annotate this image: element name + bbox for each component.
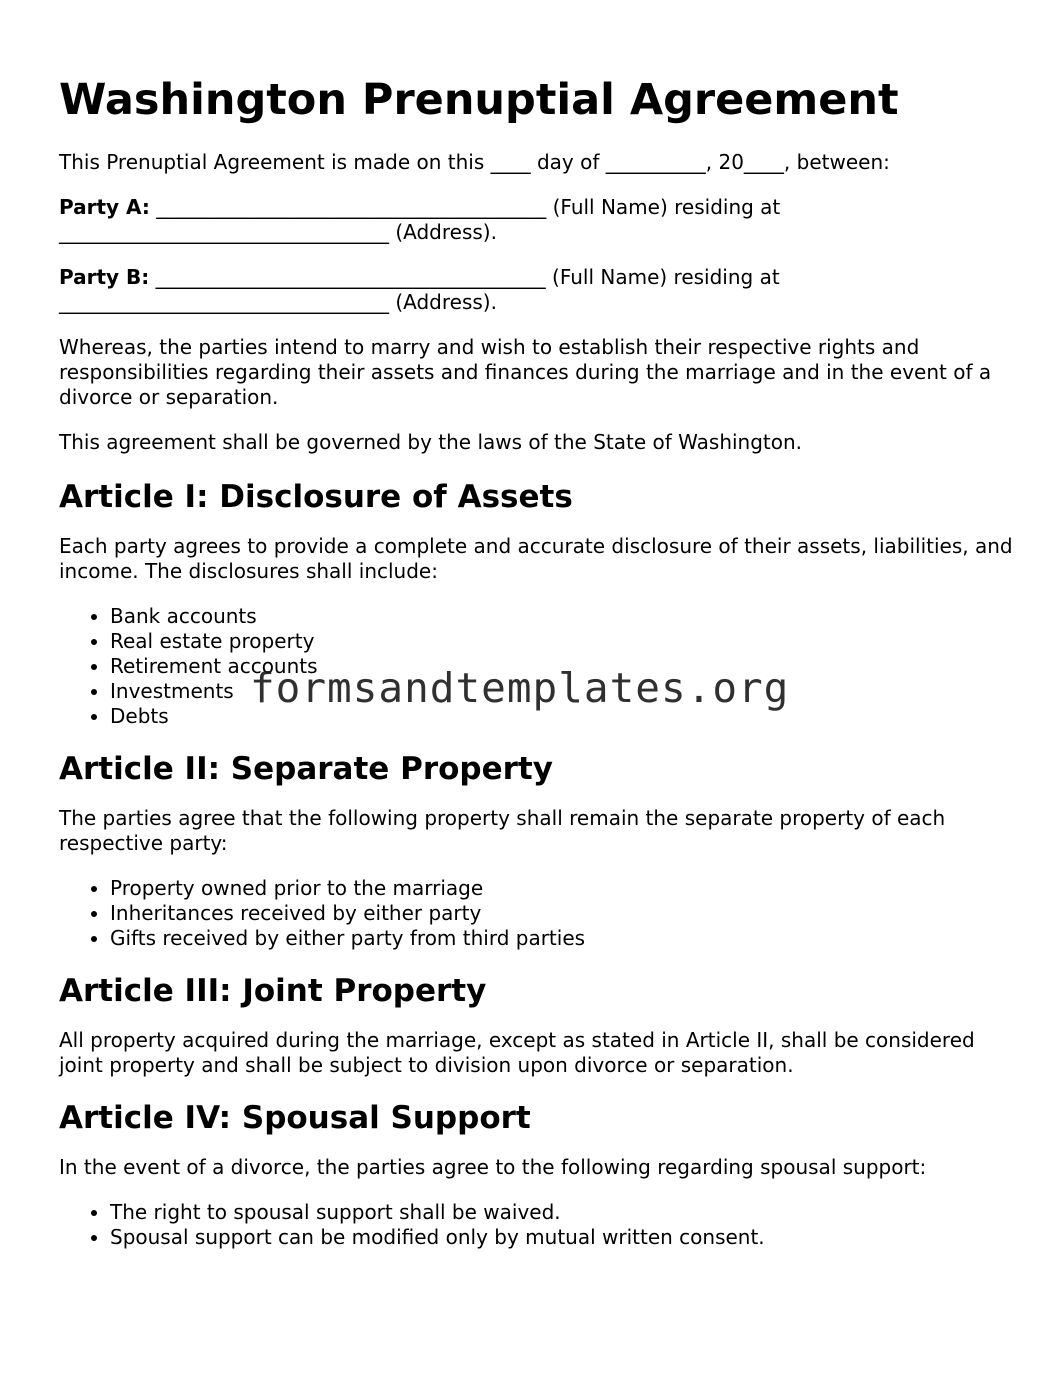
- party-b-address-line: _________________________________ (Address).: [59, 290, 497, 314]
- list-item: • Retirement accounts: [110, 654, 1019, 679]
- list-item: • Gifts received by either party from third parties: [110, 926, 1019, 951]
- article-4-heading: Article IV: Spousal Support: [59, 1100, 531, 1136]
- party-a-label: Party A:: [59, 195, 150, 219]
- whereas-paragraph: Whereas, the parties intend to marry and wish to establish their respective rights and responsibilities regarding their assets and finances during the marriage and in the event of a divorce or separation.: [59, 335, 992, 409]
- list-item: • The right to spousal support shall be waived.: [110, 1200, 1019, 1225]
- article-2-text: The parties agree that the following property shall remain the separate property of each respective party:: [59, 806, 946, 855]
- list-item: • Investments: [110, 679, 1019, 704]
- list-item: • Property owned prior to the marriage: [110, 876, 1019, 901]
- intro-paragraph: This Prenuptial Agreement is made on this ____ day of __________, 20____, between:: [59, 150, 890, 174]
- article-3-text: All property acquired during the marriage, except as stated in Article II, shall be considered joint property and shall be subject to division upon divorce or separation.: [59, 1028, 975, 1077]
- party-b-block: [59, 265, 1019, 315]
- article-4-list: [59, 1200, 1019, 1250]
- party-b-name-line: _______________________________________ (Full Name) residing at: [149, 265, 780, 289]
- article-1-heading: Article I: Disclosure of Assets: [59, 479, 573, 515]
- party-a-address-line: _________________________________ (Address).: [59, 220, 497, 244]
- party-b-label: Party B:: [59, 265, 150, 289]
- party-a-name-line: _______________________________________ (Full Name) residing at: [149, 195, 781, 219]
- article-2-list: [59, 876, 1019, 951]
- list-item: • Real estate property: [110, 629, 1019, 654]
- article-3-heading: Article III: Joint Property: [59, 973, 487, 1009]
- document-title: Washington Prenuptial Agreement: [59, 75, 899, 125]
- article-1-text: Each party agrees to provide a complete and accurate disclosure of their assets, liabilities, and income. The disclosures shall include:: [59, 534, 1013, 583]
- article-2-heading: Article II: Separate Property: [59, 751, 553, 787]
- list-item: • Inheritances received by either party: [110, 901, 1019, 926]
- list-item: • Bank accounts: [110, 604, 1019, 629]
- article-4-text: In the event of a divorce, the parties agree to the following regarding spousal support:: [59, 1155, 927, 1179]
- governing-law-paragraph: This agreement shall be governed by the laws of the State of Washington.: [59, 430, 803, 454]
- party-a-block: [59, 195, 1019, 245]
- list-item: • Spousal support can be modified only by mutual written consent.: [110, 1225, 1019, 1250]
- list-item: • Debts: [110, 704, 1019, 729]
- watermark: formsandtemplates.org: [250, 664, 790, 712]
